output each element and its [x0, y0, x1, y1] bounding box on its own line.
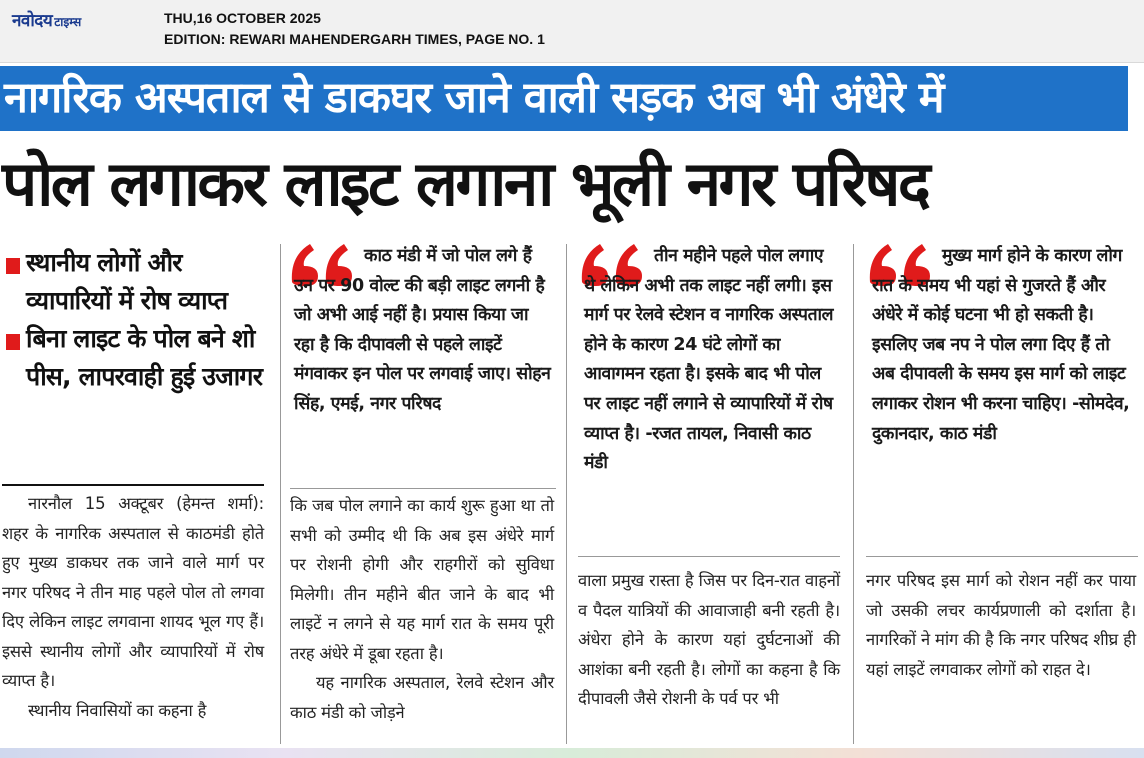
quote-text: तीन महीने पहले पोल लगाए थे लेकिन अभी तक लाइट नहीं लगी। इस मार्ग पर रेलवे स्टेशन व नागरिक अस्पताल होने के कारण 24 घंटे लोगों का आवागमन रहता है। इसके बाद भी पोल पर लाइट नहीं लगाने से व्यापारियों में रोष व्याप्त है। -रजत तायल, निवासी काठ मंडी	[584, 246, 834, 474]
quote-block	[872, 242, 1134, 449]
quote-text: मुख्य मार्ग होने के कारण लोग रात के समय भी यहां से गुजरते हैं और अंधेरे में कोई घटना भी हो सकती है। इसलिए जब नप ने पोल लगा दिए हैं तो अब दीपावली के समय इस मार्ग को लाइट लगाकर रोशन भी करना चाहिए। -सोमदेव, दुकानदार, काठ मंडी	[872, 246, 1130, 444]
banner-headline	[0, 66, 1128, 131]
body-paragraph: यह नागरिक अस्पताल, रेलवे स्टेशन और काठ मंडी को जोड़ने	[290, 673, 554, 722]
body-paragraph: नारनौल 15 अक्टूबर (हेमन्त शर्मा): शहर के नागरिक अस्पताल से काठमंडी होते हुए मुख्य डाकघर तक जाने वाले मार्ग पर नगर परिषद ने तीन माह पहले पोल तो लगवा दिए लेकिन लाइट लगवाना शायद भूल गए हैं। इससे स्थानीय लोगों और व्यापारियों में रोष व्याप्त है।	[2, 494, 264, 690]
highlight-text: स्थानीय लोगों और व्यापारियों में रोष व्याप्त	[26, 248, 228, 315]
highlights-divider	[2, 484, 264, 486]
highlight-text: बिना लाइट के पोल बने शो पीस, लापरवाही हुई उजागर	[26, 324, 263, 391]
quote-divider	[578, 556, 840, 557]
body-column-4	[866, 566, 1136, 684]
edition-name: EDITION: REWARI MAHENDERGARH TIMES, PAGE NO. 1	[164, 31, 545, 47]
page-header-bar	[0, 0, 1144, 63]
column-divider	[566, 244, 567, 744]
edition-meta	[164, 8, 545, 50]
body-column-3	[578, 566, 840, 714]
body-paragraph: नगर परिषद इस मार्ग को रोशन नहीं कर पाया जो उसकी लचर कार्यप्रणाली को दर्शाता है। नागरिकों ने मांग की है कि नगर परिषद शीघ्र ही यहां लाइटें लगवाकर लोगों को राहत दे।	[866, 571, 1136, 679]
square-bullet-icon	[6, 334, 20, 350]
body-column-2	[290, 491, 554, 727]
quote-block	[294, 242, 552, 420]
banner-headline-text: नागरिक अस्पताल से डाकघर जाने वाली सड़क अब भी अंधेरे में	[4, 73, 944, 123]
highlights-box	[2, 244, 272, 396]
column-divider	[853, 244, 854, 744]
page-bottom-strip	[0, 748, 1144, 758]
main-headline-text: पोल लगाकर लाइट लगाना भूली नगर परिषद	[2, 147, 929, 220]
quote-text: काठ मंडी में जो पोल लगे हैं उन पर 90 वोल्ट की बड़ी लाइट लगनी है जो अभी आई नहीं है। प्रयास किया जा रहा है कि दीपावली से पहले लाइटें मंगवाकर इन पोल पर लगवाई जाए। सोहन सिंह, एमई, नगर परिषद	[294, 246, 551, 414]
body-paragraph: कि जब पोल लगाने का कार्य शुरू हुआ था तो सभी को उम्मीद थी कि अब इस अंधेरे मार्ग पर रोशनी होगी और राहगीरों को सुविधा मिलेगी। तीन महीने बीत जाने के बाद भी लाइटें न लगने से यह मार्ग रात के समय पूरी तरह अंधेरे में डूबा रहता है।	[290, 496, 554, 663]
highlight-item	[2, 320, 272, 396]
quote-divider	[866, 556, 1138, 557]
main-headline	[0, 136, 1144, 236]
edition-date: THU,16 OCTOBER 2025	[164, 10, 321, 26]
body-column-1	[2, 489, 264, 725]
square-bullet-icon	[6, 258, 20, 274]
highlight-item	[2, 244, 272, 320]
quote-block	[584, 242, 836, 479]
body-paragraph: वाला प्रमुख रास्ता है जिस पर दिन-रात वाहनों व पैदल यात्रियों की आवाजाही बनी रहती है। अंधेरा होने के कारण यहां दुर्घटनाओं की आशंका बनी रहती है। लोगों का कहना है कि दीपावली जैसे रोशनी के पर्व पर भी	[578, 571, 840, 708]
column-divider	[280, 244, 281, 744]
body-paragraph: स्थानीय निवासियों का कहना है	[28, 700, 207, 720]
logo-main-text: नवोदय	[12, 11, 53, 31]
newspaper-logo[interactable]	[12, 8, 81, 34]
logo-sub-text: टाइम्स	[54, 15, 82, 29]
quote-divider	[290, 488, 556, 489]
